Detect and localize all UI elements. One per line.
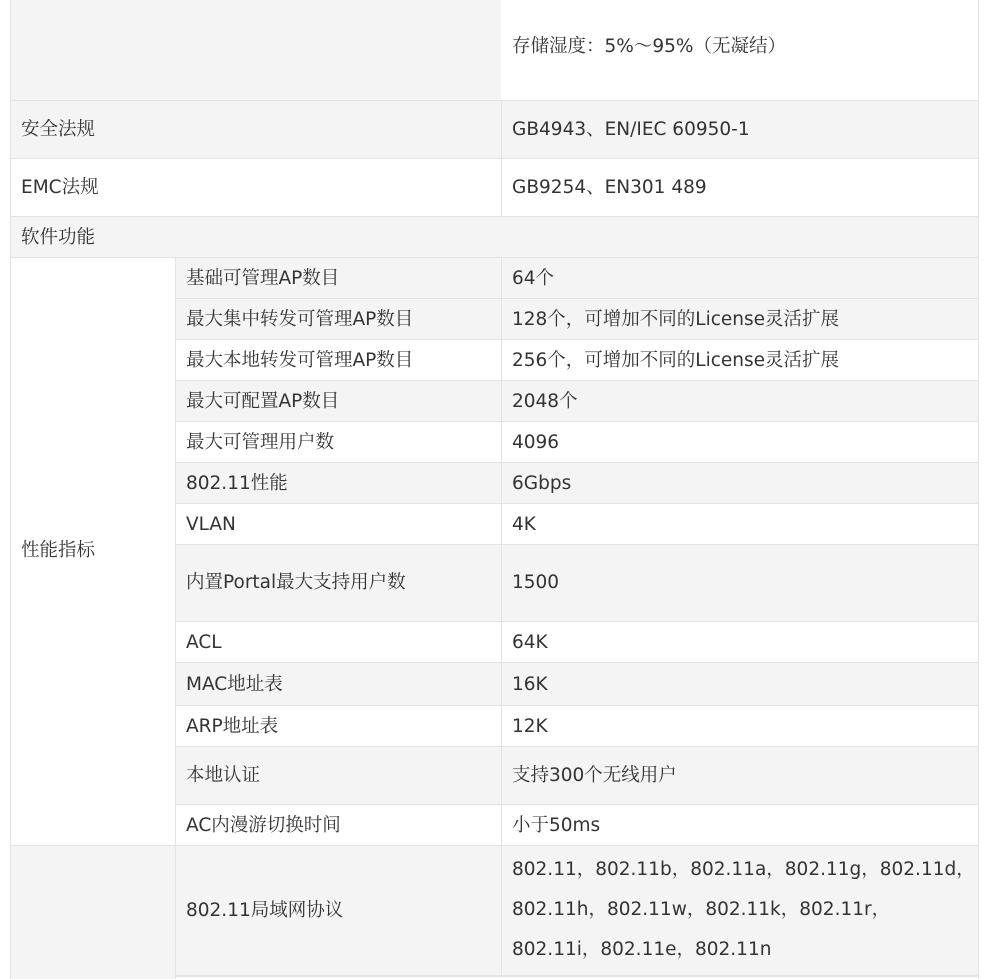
table-right-border	[978, 0, 979, 979]
column-divider	[501, 299, 502, 339]
table-row	[176, 463, 979, 504]
item-name: 最大可配置AP数目	[186, 391, 340, 412]
performance-group-cell	[10, 258, 176, 846]
protocol-name: 802.11局域网协议	[186, 900, 344, 921]
table-row	[176, 545, 979, 622]
item-name: AC内漫游切换时间	[186, 815, 341, 836]
item-value: 小于50ms	[512, 815, 601, 836]
item-name: 802.11性能	[186, 473, 288, 494]
item-value: 2048个	[512, 391, 578, 412]
table-row	[176, 622, 979, 663]
emc-value: GB9254、EN301 489	[512, 177, 707, 198]
item-name: 最大本地转发可管理AP数目	[186, 350, 414, 371]
column-divider	[501, 159, 502, 216]
column-divider	[501, 504, 502, 544]
item-value: 128个，可增加不同的License灵活扩展	[512, 309, 840, 330]
safety-value: GB4943、EN/IEC 60950-1	[512, 119, 750, 140]
emc-label: EMC法规	[21, 177, 99, 198]
item-value: 64个	[512, 268, 555, 289]
safety-row	[10, 101, 979, 159]
protocol-value-line: 802.11，802.11b，802.11a，802.11g，802.11d，	[512, 859, 975, 880]
protocol-group-cell	[10, 846, 176, 979]
protocol-value	[512, 850, 975, 970]
column-divider	[501, 545, 502, 621]
performance-group-label: 性能指标	[21, 540, 96, 561]
safety-label: 安全法规	[21, 119, 96, 140]
table-row	[176, 299, 979, 340]
protocol-value-line: 802.11i，802.11e，802.11n	[512, 939, 772, 960]
item-value: 6Gbps	[512, 473, 572, 494]
protocol-value-line: 802.11h，802.11w，802.11k，802.11r，	[512, 899, 891, 920]
column-divider	[501, 381, 502, 421]
column-divider	[501, 258, 502, 298]
column-divider	[501, 805, 502, 845]
table-row	[176, 381, 979, 422]
column-divider	[501, 422, 502, 462]
item-value: 支持300个无线用户	[512, 765, 677, 786]
table-row	[176, 663, 979, 706]
item-name: 最大可管理用户数	[186, 432, 335, 453]
item-value: 16K	[512, 674, 548, 695]
item-value: 256个，可增加不同的License灵活扩展	[512, 350, 840, 371]
table-left-border	[10, 0, 11, 979]
table-row	[176, 340, 979, 381]
section-title: 软件功能	[21, 227, 96, 248]
column-divider	[501, 846, 502, 975]
table-row	[176, 504, 979, 545]
protocol-row	[176, 846, 979, 976]
column-divider	[501, 463, 502, 503]
emc-row	[10, 159, 979, 217]
column-divider	[501, 340, 502, 380]
column-divider	[501, 747, 502, 804]
item-value: 64K	[512, 632, 548, 653]
item-value: 12K	[512, 716, 548, 737]
env-row	[10, 0, 979, 101]
section-header-row	[10, 217, 979, 258]
item-name: ARP地址表	[186, 716, 279, 737]
item-name: 内置Portal最大支持用户数	[186, 572, 406, 593]
table-row	[176, 747, 979, 805]
item-name: VLAN	[186, 514, 236, 535]
table-row	[176, 706, 979, 747]
item-name: 最大集中转发可管理AP数目	[186, 309, 414, 330]
item-name: 基础可管理AP数目	[186, 268, 340, 289]
item-value: 4096	[512, 432, 560, 453]
table-row	[176, 422, 979, 463]
item-value: 4K	[512, 514, 536, 535]
env-value: 存储湿度：5%～95%（无凝结）	[512, 36, 786, 57]
item-name: ACL	[186, 632, 222, 653]
column-divider	[501, 622, 502, 662]
table-row	[176, 258, 979, 299]
item-name: 本地认证	[186, 765, 261, 786]
column-divider	[501, 101, 502, 158]
column-divider	[501, 663, 502, 705]
column-divider	[501, 706, 502, 746]
item-value: 1500	[512, 572, 560, 593]
table-row	[176, 805, 979, 846]
item-name: MAC地址表	[186, 674, 283, 695]
